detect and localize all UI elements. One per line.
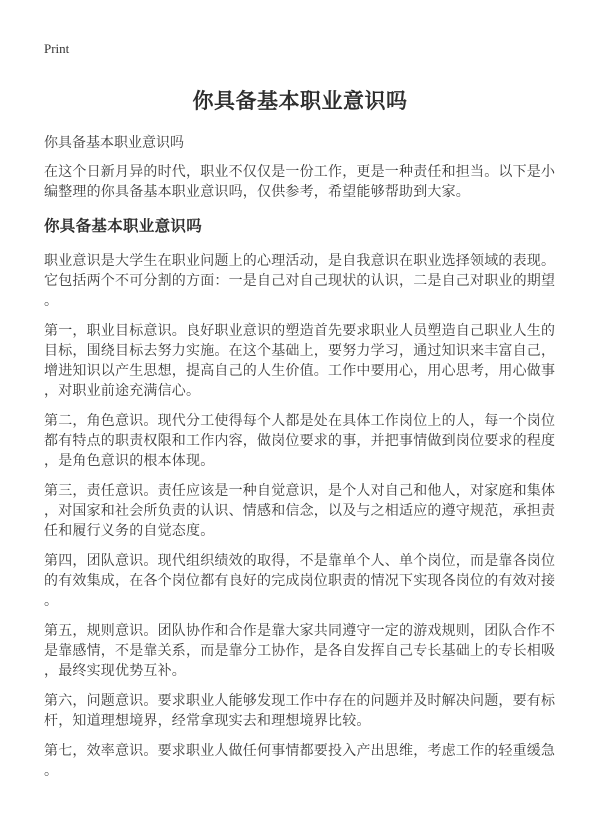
print-link[interactable]: Print <box>44 41 70 56</box>
article-title: 你具备基本职业意识吗 <box>192 90 408 113</box>
paragraph-goal-awareness: 第一，职业目标意识。良好职业意识的塑造首先要求职业人员塑造自己职业人生的目标，围绕目标去努力实施。在这个基础上，要努力学习，通过知识来丰富自己，增进知识以产生思想，提高自己的人生价值。工作中要用心，用心思考，用心做事，对职业前途充满信心。 <box>44 322 556 398</box>
paragraph-efficiency-awareness: 第七，效率意识。要求职业人做任何事情都要投入产出思维，考虑工作的轻重缓急。 <box>44 742 556 778</box>
intro-paragraph: 在这个日新月异的时代，职业不仅仅是一份工作，更是一种责任和担当。以下是小编整理的你具备基本职业意识吗，仅供参考，希望能够帮助到大家。 <box>44 163 556 199</box>
section-heading: 你具备基本职业意识吗 <box>44 218 203 235</box>
paragraph-responsibility-awareness: 第三，责任意识。责任应该是一种自觉意识，是个人对自己和他人，对家庭和集体，对国家和社会所负责的认识、情感和信念，以及与之相适应的遵守规范，承担责任和履行义务的自觉态度。 <box>44 482 556 538</box>
paragraph-role-awareness: 第二，角色意识。现代分工使得每个人都是处在具体工作岗位上的人，每一个岗位都有特点的职责权限和工作内容，做岗位要求的事，并把事情做到岗位要求的程度，是角色意识的根本体现。 <box>44 412 556 468</box>
paragraph-team-awareness: 第四，团队意识。现代组织绩效的取得，不是靠单个人、单个岗位，而是靠各岗位的有效集成，在各个岗位都有良好的完成岗位职责的情况下实现各岗位的有效对接。 <box>44 552 556 608</box>
paragraph-overview: 职业意识是大学生在职业问题上的心理活动，是自我意识在职业选择领域的表现。它包括两个不可分割的方面：一是自己对自己现状的认识，二是自己对职业的期望。 <box>44 252 556 308</box>
article-subtitle: 你具备基本职业意识吗 <box>44 134 184 150</box>
paragraph-rule-awareness: 第五，规则意识。团队协作和合作是靠大家共同遵守一定的游戏规则，团队合作不是靠感情，不是靠关系，而是靠分工协作，是各自发挥自己专长基础上的专长相吸，最终实现优势互补。 <box>44 622 556 678</box>
paragraph-problem-awareness: 第六，问题意识。要求职业人能够发现工作中存在的问题并及时解决问题，要有标杆，知道理想境界，经常拿现实去和理想境界比较。 <box>44 692 556 728</box>
